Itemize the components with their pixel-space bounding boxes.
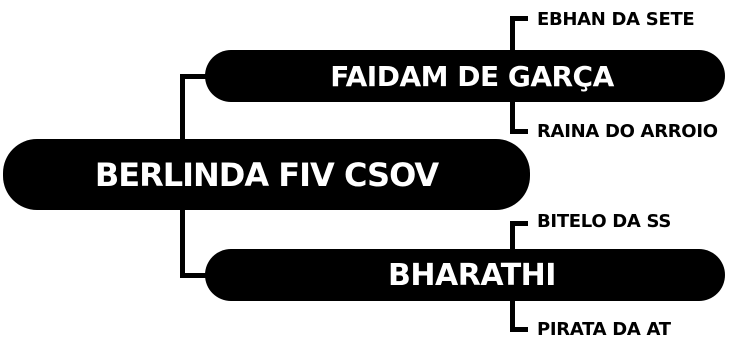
dam-box bbox=[205, 249, 725, 301]
connector-sire-top-horizontal bbox=[510, 16, 528, 21]
dam-name: BHARATHI bbox=[388, 257, 556, 293]
sire-dam-name: RAINA DO ARROIO bbox=[537, 121, 718, 142]
connector-dam-top-horizontal bbox=[510, 221, 528, 226]
connector-dam-bottom-horizontal bbox=[510, 327, 528, 332]
subject-name: BERLINDA FIV CSOV bbox=[94, 155, 439, 194]
dam-sire-name: BITELO DA SS bbox=[537, 211, 672, 232]
sire-box bbox=[205, 50, 725, 102]
sire-sire-name: EBHAN DA SETE bbox=[537, 9, 695, 30]
connector-sire-bottom-horizontal bbox=[510, 129, 528, 134]
dam-dam-name: PIRATA DA AT bbox=[537, 319, 671, 340]
subject-box bbox=[3, 139, 530, 210]
sire-name: FAIDAM DE GARÇA bbox=[330, 59, 614, 93]
connector-sire-top-vertical bbox=[510, 16, 515, 52]
